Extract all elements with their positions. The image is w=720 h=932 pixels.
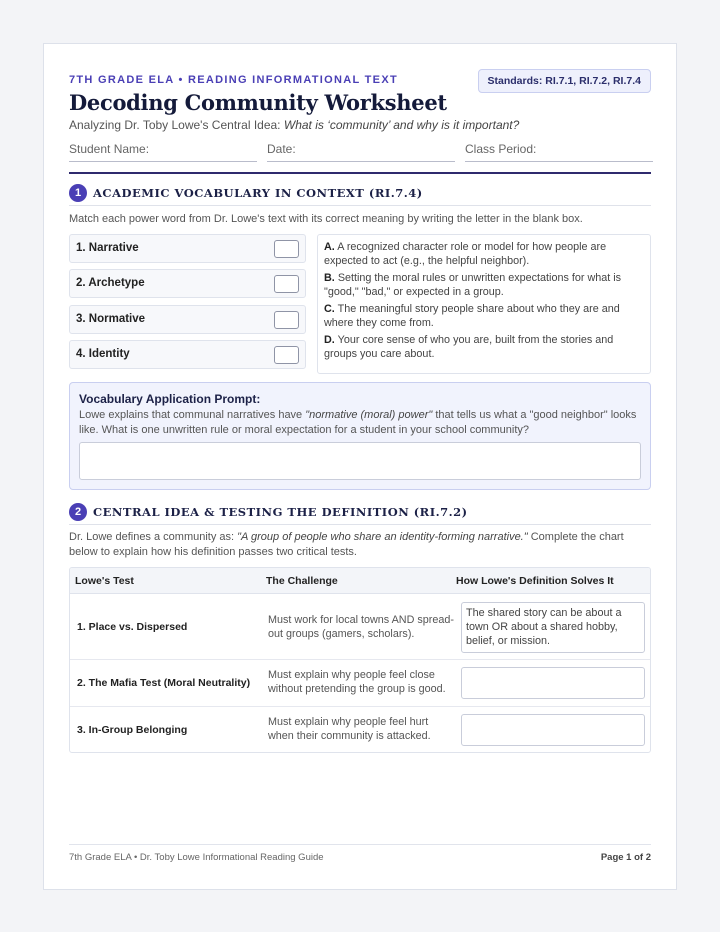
definition-letter: C. [324, 303, 335, 315]
test-name: 1. Place vs. Dispersed [77, 621, 188, 633]
definition-b [324, 271, 644, 299]
definition-text: The meaningful story people share about who they are and where they come from. [324, 303, 620, 329]
vocab-word: 1. Narrative [76, 242, 139, 254]
prompt-text-after: that tells us what a "good neighbor" looks like. What is one unwritten rule or moral expectation for a student in your school community? [79, 409, 637, 436]
definition-text: Setting the moral rules or unwritten expectations for what is "good," "bad," or expected in a group. [324, 272, 622, 298]
definition-text: Your core sense of who you are, built from the stories and groups you care about. [324, 334, 614, 360]
definition-d [324, 333, 644, 361]
intro-after: Complete the chart below to explain how his definition passes two critical tests. [69, 531, 624, 558]
subtitle-prefix: Analyzing Dr. Toby Lowe's Central Idea: [69, 118, 281, 132]
vocab-word: 2. Archetype [76, 277, 145, 289]
vocab-item-narrative [69, 234, 306, 263]
prompt-text-before: Lowe explains that communal narratives have [79, 409, 303, 421]
vocab-word: 4. Identity [76, 348, 130, 360]
table-row [70, 707, 650, 753]
definition-letter: A. [324, 241, 335, 253]
footer-divider [69, 844, 651, 845]
page-title: Decoding Community Worksheet [69, 90, 447, 115]
definition-letter: D. [324, 334, 335, 346]
class-period-field[interactable] [465, 142, 653, 162]
answer-box[interactable] [274, 240, 299, 258]
test-name: 2. The Mafia Test (Moral Neutrality) [77, 677, 251, 689]
section-2-number: 2 [69, 503, 87, 521]
date-label: Date: [267, 142, 296, 156]
table-row [70, 594, 650, 660]
column-header: The Challenge [266, 575, 338, 587]
table-row [70, 660, 650, 707]
section-2-title: CENTRAL IDEA & TESTING THE DEFINITION (RI.7.2) [93, 505, 468, 519]
definitions-panel [317, 234, 651, 374]
intro-definition: "A group of people who share an identity-forming narrative." [237, 531, 528, 543]
intro-before: Dr. Lowe defines a community as: [69, 531, 235, 543]
test-name: 3. In-Group Belonging [77, 724, 188, 736]
page-number: Page 1 of 2 [600, 852, 651, 863]
answer-box[interactable] [274, 311, 299, 329]
answer-box[interactable] [274, 346, 299, 364]
section-1-instructions: Match each power word from Dr. Lowe's text with its correct meaning by writing the letter in the blank box. [69, 213, 583, 225]
solution-field[interactable] [461, 714, 645, 746]
footer-page-number [601, 852, 651, 863]
course-kicker: 7TH GRADE ELA • READING INFORMATIONAL TEXT [69, 74, 398, 86]
prompt-heading: Vocabulary Application Prompt: [79, 392, 261, 406]
vocab-item-normative [69, 305, 306, 334]
vocab-item-archetype [69, 269, 306, 298]
student-name-field[interactable] [69, 142, 257, 162]
class-period-label: Class Period: [465, 142, 537, 156]
section-1-header [69, 184, 651, 206]
solution-field[interactable]: The shared story can be about a town OR about a shared hobby, belief, or mission. [461, 602, 645, 653]
section-2-header [69, 503, 651, 525]
date-field[interactable] [267, 142, 455, 162]
subtitle-question: What is ‘community’ and why is it important? [283, 118, 520, 132]
footer-course: 7th Grade ELA • Dr. Toby Lowe Informational Reading Guide [69, 852, 324, 863]
header-divider [69, 172, 651, 174]
vocab-word: 3. Normative [76, 313, 146, 325]
definition-text: A recognized character role or model for how people are expected to act (e.g., the helpful neighbor). [324, 241, 607, 267]
section-1-title: ACADEMIC VOCABULARY IN CONTEXT (RI.7.4) [93, 186, 423, 200]
definition-letter: B. [324, 272, 335, 284]
vocab-item-identity [69, 340, 306, 369]
answer-box[interactable] [274, 275, 299, 293]
definition-a [324, 240, 644, 268]
column-header: How Lowe's Definition Solves It [456, 575, 614, 587]
table-header [70, 568, 650, 594]
section-1-number: 1 [69, 184, 87, 202]
challenge-text: Must work for local towns AND spread-out groups (gamers, scholars). [268, 614, 455, 640]
column-header: Lowe's Test [75, 575, 134, 587]
challenge-text: Must explain why people feel close without pretending the group is good. [268, 669, 446, 695]
prompt-answer-field[interactable] [79, 442, 641, 480]
challenge-text: Must explain why people feel hurt when their community is attacked. [268, 716, 431, 742]
solution-field[interactable] [461, 667, 645, 699]
worksheet-page [43, 43, 677, 890]
definition-test-table [69, 567, 651, 753]
definition-c [324, 302, 644, 330]
student-info-fields [69, 142, 651, 162]
vocab-application-prompt [69, 382, 651, 490]
standards-badge: Standards: RI.7.1, RI.7.2, RI.7.4 [478, 69, 651, 93]
student-name-label: Student Name: [69, 142, 150, 156]
section-2-intro [69, 530, 651, 560]
page-subtitle [69, 118, 519, 132]
prompt-text [79, 408, 641, 438]
prompt-text-emphasis: "normative (moral) power" [305, 409, 433, 421]
